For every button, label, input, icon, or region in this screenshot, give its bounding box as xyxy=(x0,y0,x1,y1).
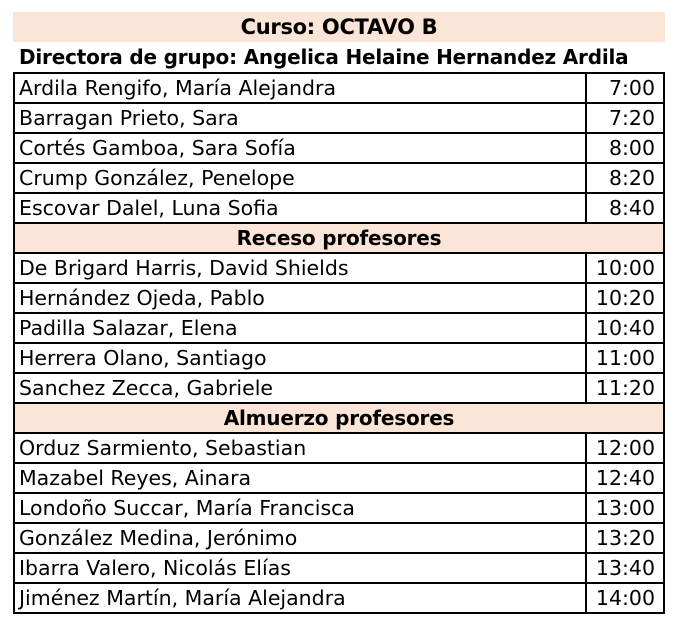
table-row xyxy=(15,194,665,224)
slot-time: 12:00 xyxy=(587,434,665,462)
student-name: González Medina, Jerónimo xyxy=(15,524,587,552)
table-row xyxy=(15,254,665,284)
student-name: De Brigard Harris, David Shields xyxy=(15,254,587,282)
schedule-table xyxy=(13,72,665,614)
slot-time: 11:00 xyxy=(587,344,665,372)
slot-time: 7:20 xyxy=(587,104,665,132)
course-title: Curso: OCTAVO B xyxy=(13,12,665,42)
table-row xyxy=(15,554,665,584)
table-row xyxy=(15,134,665,164)
table-row xyxy=(15,464,665,494)
table-row xyxy=(15,284,665,314)
slot-time: 8:40 xyxy=(587,194,665,222)
slot-time: 14:00 xyxy=(587,584,665,612)
student-name: Orduz Sarmiento, Sebastian xyxy=(15,434,587,462)
table-row xyxy=(15,164,665,194)
table-row xyxy=(15,104,665,134)
table-row xyxy=(15,314,665,344)
slot-time: 8:00 xyxy=(587,134,665,162)
table-row xyxy=(15,374,665,404)
table-row xyxy=(15,434,665,464)
student-name: Londoño Succar, María Francisca xyxy=(15,494,587,522)
slot-time: 7:00 xyxy=(587,74,665,102)
student-name: Sanchez Zecca, Gabriele xyxy=(15,374,587,402)
table-row xyxy=(15,584,665,614)
slot-time: 12:40 xyxy=(587,464,665,492)
student-name: Barragan Prieto, Sara xyxy=(15,104,587,132)
student-name: Padilla Salazar, Elena xyxy=(15,314,587,342)
break-row-receso: Receso profesores xyxy=(15,224,665,254)
table-row xyxy=(15,74,665,104)
student-name: Hernández Ojeda, Pablo xyxy=(15,284,587,312)
slot-time: 13:20 xyxy=(587,524,665,552)
table-row xyxy=(15,494,665,524)
slot-time: 13:40 xyxy=(587,554,665,582)
slot-time: 8:20 xyxy=(587,164,665,192)
student-name: Cortés Gamboa, Sara Sofía xyxy=(15,134,587,162)
student-name: Jiménez Martín, María Alejandra xyxy=(15,584,587,612)
slot-time: 10:40 xyxy=(587,314,665,342)
student-name: Mazabel Reyes, Ainara xyxy=(15,464,587,492)
break-row-almuerzo: Almuerzo profesores xyxy=(15,404,665,434)
director-label: Directora de grupo: Angelica Helaine Hernandez Ardila xyxy=(19,45,629,69)
student-name: Ardila Rengifo, María Alejandra xyxy=(15,74,587,102)
schedule-sheet xyxy=(13,12,665,614)
slot-time: 11:20 xyxy=(587,374,665,402)
student-name: Crump González, Penelope xyxy=(15,164,587,192)
student-name: Ibarra Valero, Nicolás Elías xyxy=(15,554,587,582)
slot-time: 10:00 xyxy=(587,254,665,282)
student-name: Escovar Dalel, Luna Sofia xyxy=(15,194,587,222)
slot-time: 13:00 xyxy=(587,494,665,522)
slot-time: 10:20 xyxy=(587,284,665,312)
table-row xyxy=(15,344,665,374)
student-name: Herrera Olano, Santiago xyxy=(15,344,587,372)
table-row xyxy=(15,524,665,554)
